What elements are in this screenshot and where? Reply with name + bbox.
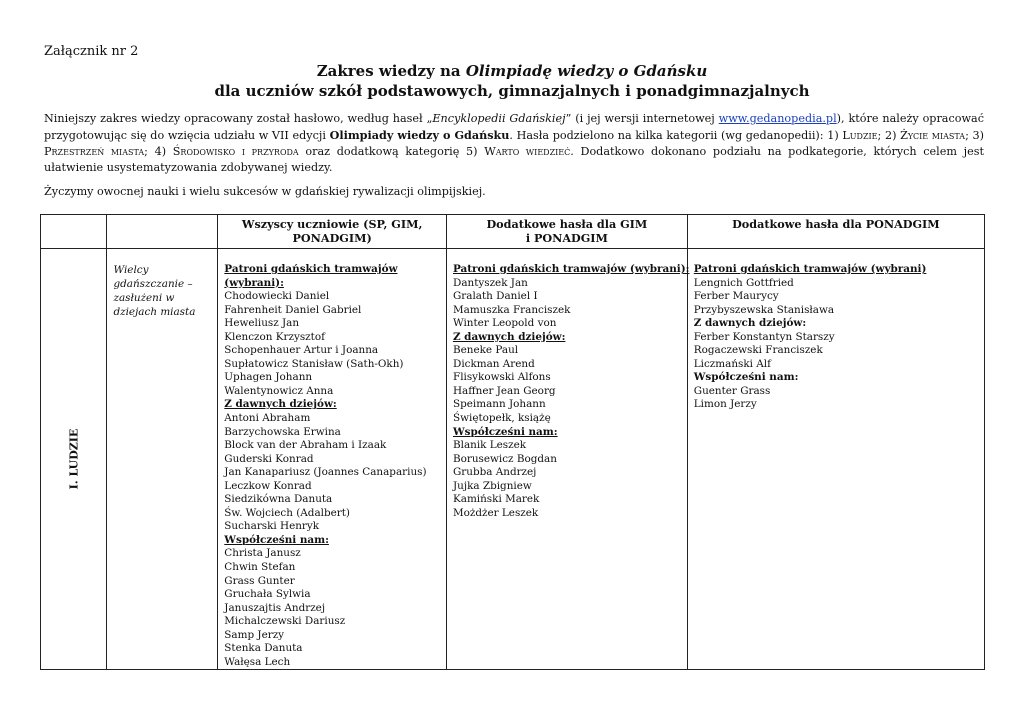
list-item: Jujka Zbigniew bbox=[452, 479, 532, 492]
ponadgim-list bbox=[688, 249, 984, 412]
list-heading: Współcześni nam: bbox=[693, 371, 799, 384]
list-item: Dantyszek Jan bbox=[452, 276, 528, 289]
gim-ponadgim-cell bbox=[446, 249, 690, 670]
list-item: Chodowiecki Daniel bbox=[224, 290, 330, 303]
subcategory-label: Wielcy gdańszczanie – zasłużeni w dziejach miasta bbox=[113, 264, 196, 318]
document-title-line2: dla uczniów szkół podstawowych, gimnazjalnych i ponadgimnazjalnych bbox=[214, 82, 810, 100]
category-srodowisko: Środowisko i przyroda bbox=[172, 145, 299, 158]
annex-label: Załącznik nr 2 bbox=[44, 44, 139, 59]
gim-ponadgim-list bbox=[447, 249, 690, 520]
list-heading: (wybrani): bbox=[224, 276, 284, 289]
list-item: Gralath Daniel I bbox=[452, 290, 538, 303]
list-item: Gruchała Sylwia bbox=[224, 588, 311, 601]
all-students-cell bbox=[218, 249, 447, 670]
wishes-line: Życzymy owocnej nauki i wielu sukcesów w gdańskiej rywalizacji olimpijskiej. bbox=[44, 185, 486, 198]
list-item: Chwin Stefan bbox=[224, 561, 296, 574]
list-heading: Patroni gdańskich tramwajów bbox=[224, 263, 398, 275]
header-all-students: Wszyscy uczniowie (SP, GIM, PONADGIM) bbox=[218, 215, 447, 249]
list-item: Świętopełk, książę bbox=[452, 412, 551, 425]
header-gim-line2: i PONADGIM bbox=[525, 231, 608, 245]
ponadgim-cell bbox=[687, 249, 984, 670]
header-empty-subcategory bbox=[107, 215, 218, 249]
category-warto-wiedziec: Warto wiedzieć bbox=[484, 145, 571, 158]
list-item: Borusewicz Bogdan bbox=[452, 452, 557, 465]
intro-text: . Dodatkowo dokonano podziału na podkategorie, których celem jest ułatwienie usystematyzowania zdobywanej wiedzy. bbox=[44, 145, 984, 174]
category-cell bbox=[41, 249, 107, 670]
list-item: Heweliusz Jan bbox=[224, 317, 300, 330]
list-item: Grass Gunter bbox=[224, 574, 295, 587]
list-item: Siedzikówna Danuta bbox=[224, 493, 333, 506]
header-ponadgim: Dodatkowe hasła dla PONADGIM bbox=[687, 215, 984, 249]
list-item: Limon Jerzy bbox=[693, 398, 757, 411]
intro-text: . Hasła podzielono na kilka kategorii (wg gedanopedii): 1) bbox=[509, 129, 843, 142]
header-empty-category bbox=[41, 215, 107, 249]
list-item: Dickman Arend bbox=[452, 357, 535, 370]
list-item: Guenter Grass bbox=[693, 384, 771, 397]
list-item: Block van der Abraham i Izaak bbox=[224, 439, 387, 452]
category-zycie-miasta: Życie miasta bbox=[900, 129, 966, 142]
list-item: Antoni Abraham bbox=[224, 412, 311, 425]
list-item: Blanik Leszek bbox=[452, 439, 527, 452]
list-heading: Współcześni nam: bbox=[224, 533, 329, 546]
list-item: Haffner Jean Georg bbox=[452, 384, 556, 397]
list-item: Flisykowski Alfons bbox=[452, 371, 551, 384]
list-item: Sucharski Henryk bbox=[224, 520, 320, 533]
subcategory-cell bbox=[107, 249, 218, 670]
title-italic: Olimpiadę wiedzy o Gdańsku bbox=[465, 62, 708, 80]
table-row bbox=[41, 249, 985, 670]
intro-text: ” (i jej wersji internetowej bbox=[565, 112, 719, 125]
intro-text: oraz dodatkową kategorię 5) bbox=[298, 145, 485, 158]
list-heading: Patroni gdańskich tramwajów (wybrani) bbox=[693, 263, 927, 275]
list-item: Beneke Paul bbox=[452, 344, 519, 357]
title-prefix: Zakres wiedzy na bbox=[316, 62, 466, 80]
category-ludzie: Ludzie bbox=[842, 129, 878, 142]
list-item: Ferber Maurycy bbox=[693, 290, 779, 303]
intro-text: ; 3) bbox=[965, 129, 985, 142]
category-label: I. LUDZIE bbox=[67, 428, 81, 490]
list-item: Przybyszewska Stanisława bbox=[693, 303, 835, 316]
list-item: Możdżer Leszek bbox=[452, 506, 539, 519]
list-heading: Patroni gdańskich tramwajów (wybrani): bbox=[452, 263, 690, 275]
list-item: Lengnich Gottfried bbox=[693, 276, 794, 289]
knowledge-table bbox=[40, 214, 985, 670]
list-item: Speimann Johann bbox=[452, 398, 546, 411]
list-item: Kamiński Marek bbox=[452, 493, 540, 506]
list-item: Św. Wojciech (Adalbert) bbox=[224, 506, 350, 519]
table-header-row bbox=[41, 215, 985, 249]
list-item: Januszajtis Andrzej bbox=[224, 601, 326, 614]
list-heading: Współcześni nam: bbox=[452, 425, 558, 438]
category-przestrzen-miasta: Przestrzeń miasta bbox=[44, 145, 145, 158]
list-heading: Z dawnych dziejów: bbox=[452, 330, 566, 343]
intro-paragraph bbox=[44, 111, 984, 176]
list-heading: Z dawnych dziejów: bbox=[693, 317, 807, 330]
intro-text: ; 2) bbox=[877, 129, 901, 142]
list-item: Schopenhauer Artur i Joanna bbox=[224, 344, 379, 357]
list-item: Stenka Danuta bbox=[224, 642, 303, 655]
list-item: Liczmański Alf bbox=[693, 357, 771, 370]
gedanopedia-link[interactable]: www.gedanopedia.pl bbox=[718, 112, 837, 125]
header-gim-ponadgim bbox=[446, 215, 687, 249]
list-item: Jan Kanapariusz (Joannes Canaparius) bbox=[224, 466, 427, 479]
list-item: Mamuszka Franciszek bbox=[452, 303, 571, 316]
list-item: Christa Janusz bbox=[224, 547, 301, 560]
olympiad-name: Olimpiady wiedzy o Gdańsku bbox=[329, 128, 510, 142]
list-item: Fahrenheit Daniel Gabriel bbox=[224, 303, 362, 316]
list-heading: Z dawnych dziejów: bbox=[224, 398, 337, 411]
list-item: Samp Jerzy bbox=[224, 628, 285, 641]
list-item: Uphagen Johann bbox=[224, 371, 313, 384]
all-students-list bbox=[218, 249, 446, 669]
list-item: Supłatowicz Stanisław (Sath-Okh) bbox=[224, 357, 404, 370]
list-item: Rogaczewski Franciszek bbox=[693, 344, 823, 357]
intro-text: ; 4) bbox=[144, 145, 173, 158]
encyclopedia-name: Encyklopedii Gdańskiej bbox=[432, 112, 566, 125]
list-item: Guderski Konrad bbox=[224, 452, 314, 465]
list-item: Grubba Andrzej bbox=[452, 466, 537, 479]
list-item: Ferber Konstantyn Starszy bbox=[693, 330, 835, 343]
list-item: Klenczon Krzysztof bbox=[224, 330, 325, 343]
list-item: Walentynowicz Anna bbox=[224, 384, 334, 397]
header-gim-line1: Dodatkowe hasła dla GIM bbox=[486, 217, 648, 231]
list-item: Leczkow Konrad bbox=[224, 479, 312, 492]
list-item: Wałęsa Lech bbox=[224, 655, 291, 668]
intro-text: ), które należy opracować przygotowując się do wzięcia udziału w VII edycji bbox=[44, 112, 984, 142]
intro-text: Niniejszy zakres wiedzy opracowany został hasłowo, według haseł „ bbox=[44, 112, 433, 125]
document-title-line1 bbox=[0, 62, 1024, 80]
list-item: Winter Leopold von bbox=[452, 317, 557, 330]
list-item: Michalczewski Dariusz bbox=[224, 615, 346, 628]
list-item: Barzychowska Erwina bbox=[224, 425, 341, 438]
